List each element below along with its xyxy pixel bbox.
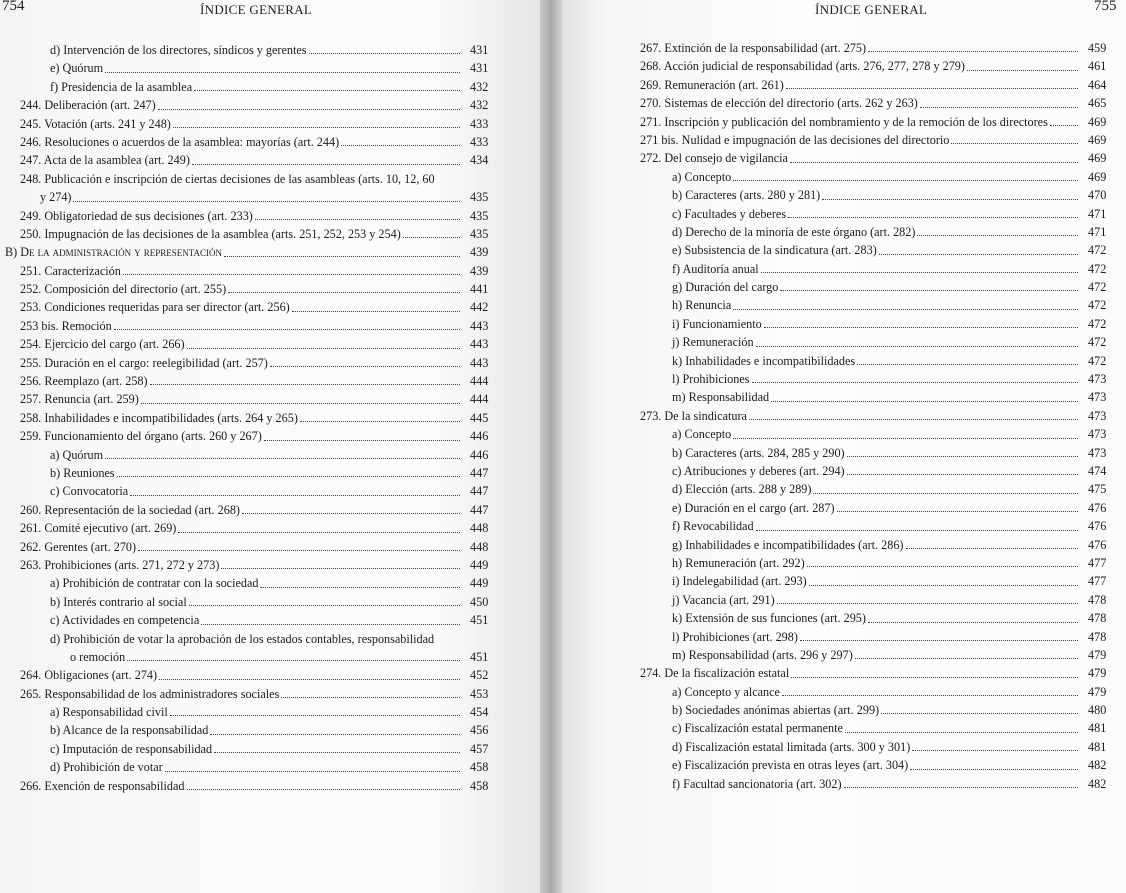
- toc-entry-page-number: 434: [470, 153, 489, 168]
- toc-entry-title: i) Indelegabilidad (art. 293): [672, 574, 807, 589]
- toc-leader-dots: [165, 753, 460, 771]
- toc-leader-dots: [341, 128, 460, 146]
- toc-entry-page-number: 478: [1088, 611, 1107, 626]
- toc-leader-dots: [756, 512, 1078, 530]
- toc-entry-page-number: 479: [1088, 666, 1107, 681]
- toc-entry-title: d) Intervención de los directores, síndicos y gerentes: [50, 43, 307, 57]
- toc-leader-dots: [178, 514, 460, 532]
- toc-leader-dots: [906, 531, 1078, 549]
- toc-entry-page-number: 469: [1088, 132, 1107, 147]
- toc-leader-dots: [189, 588, 460, 606]
- toc-entry-page-number: 435: [470, 190, 489, 205]
- toc-entry-title: 253 bis. Remoción: [20, 318, 112, 333]
- toc-entry-title: d) Derecho de la minoría de este órgano (art. 282): [672, 224, 916, 239]
- toc-entry-page-number: 472: [1088, 261, 1107, 276]
- toc-entry-page-number: 472: [1088, 298, 1107, 313]
- toc-entry-title: g) Duración del cargo: [672, 280, 779, 295]
- toc-leader-dots: [170, 698, 460, 716]
- toc-leader-dots: [221, 551, 460, 569]
- toc-leader-dots: [967, 52, 1078, 70]
- toc-entry-page-number: 439: [470, 263, 489, 278]
- toc-leader-dots: [847, 457, 1078, 475]
- toc-entry-title: e) Subsistencia de la sindicatura (art. 283): [672, 243, 877, 258]
- toc-entry-title: 265. Responsabilidad de los administradores sociales: [20, 686, 280, 701]
- toc-entry-title: 252. Composición del directorio (art. 255): [20, 282, 227, 297]
- toc-entry-title: 249. Obligatoriedad de sus decisiones (art. 233): [20, 208, 253, 223]
- toc-leader-dots: [309, 36, 460, 54]
- toc-entry-page-number: 469: [1088, 151, 1107, 166]
- toc-entry-title: l) Prohibiciones (art. 298): [672, 629, 798, 644]
- toc-leader-dots: [187, 772, 460, 790]
- toc-entry-page-number: 443: [470, 337, 489, 352]
- toc-entry-page-number: 432: [470, 98, 489, 113]
- toc-entry-title: h) Renuncia: [672, 298, 732, 313]
- toc-entry-page-number: 461: [1088, 59, 1107, 74]
- toc-entry-page-number: 458: [470, 760, 489, 775]
- toc-entry-page-number: 444: [470, 392, 489, 407]
- toc-entry-title: 251. Caracterización: [20, 263, 121, 278]
- toc-entry-page-number: 471: [1088, 224, 1107, 239]
- toc-entry-title: c) Atribuciones y deberes (art. 294): [672, 463, 845, 478]
- toc-entry-title: b) Caracteres (arts. 280 y 281): [672, 188, 821, 203]
- right-toc-list: [562, 39, 1118, 793]
- toc-leader-dots: [881, 696, 1078, 714]
- toc-entry-title: B) De la administración y representación: [5, 245, 223, 260]
- toc-entry-page-number: 432: [470, 79, 489, 94]
- toc-entry-page-number: 471: [1088, 206, 1107, 221]
- toc-entry-title: 256. Reemplazo (art. 258): [20, 374, 148, 389]
- toc-entry-page-number: 476: [1088, 500, 1107, 515]
- toc-leader-dots: [868, 604, 1078, 622]
- left-page: [0, 0, 540, 893]
- toc-leader-dots: [844, 770, 1078, 788]
- toc-entry-page-number: 449: [470, 557, 489, 572]
- toc-entry-title: b) Sociedades anónimas abiertas (art. 299): [672, 703, 880, 718]
- toc-entry-title: 260. Representación de la sociedad (art. 268): [20, 502, 240, 517]
- toc-entry: [0, 151, 500, 169]
- toc-entry-title: 257. Renuncia (art. 259): [20, 392, 139, 407]
- toc-entry-title: e) Duración en el cargo (art. 287): [672, 500, 835, 515]
- toc-entry-page-number: 448: [470, 539, 489, 554]
- toc-leader-dots: [780, 273, 1078, 291]
- toc-entry: [562, 94, 1118, 112]
- toc-entry-page-number: 453: [470, 686, 489, 701]
- toc-entry-title: f) Presidencia de la asamblea: [50, 79, 193, 94]
- toc-entry-title: h) Remuneración (art. 292): [672, 555, 805, 570]
- toc-entry-title-continued: o remoción: [70, 649, 126, 664]
- toc-entry-page-number: 444: [470, 374, 489, 389]
- toc-entry-page-number: 450: [470, 594, 489, 609]
- toc-entry-title: 271. Inscripción y publicación del nombramiento y de la remoción de los directores: [640, 114, 1048, 129]
- toc-leader-dots: [857, 347, 1078, 365]
- right-page-number: 755: [1094, 0, 1117, 14]
- toc-entry-title: 259. Funcionamiento del órgano (arts. 260 y 267): [20, 429, 262, 444]
- toc-leader-dots: [912, 733, 1078, 751]
- toc-entry-title: k) Inhabilidades e incompatibilidades: [672, 353, 856, 368]
- book-gutter: [540, 0, 562, 893]
- toc-entry-title: a) Concepto y alcance: [672, 684, 780, 699]
- toc-entry-title: a) Concepto: [672, 427, 732, 442]
- toc-leader-dots: [123, 257, 460, 275]
- left-page-header: ÍNDICE GENERAL: [200, 2, 313, 17]
- toc-entry-title: 273. De la sindicatura: [640, 408, 747, 423]
- toc-entry-page-number: 441: [470, 282, 489, 297]
- toc-entry-page-number: 454: [470, 705, 489, 720]
- toc-leader-dots: [733, 163, 1078, 181]
- toc-leader-dots: [105, 54, 460, 72]
- toc-leader-dots: [194, 73, 460, 91]
- toc-entry-title: 258. Inhabilidades e incompatibilidades (arts. 264 y 265): [20, 410, 298, 425]
- toc-entry-page-number: 473: [1088, 390, 1107, 405]
- toc-leader-dots: [187, 330, 460, 348]
- toc-entry-page-number: 457: [470, 741, 489, 756]
- toc-entry-title: 271 bis. Nulidad e impugnación de las decisiones del directorio: [640, 132, 950, 147]
- toc-entry-title: i) Funcionamiento: [672, 316, 762, 331]
- toc-entry-page-number: 478: [1088, 629, 1107, 644]
- toc-leader-dots: [292, 293, 460, 311]
- toc-entry-title: 272. Del consejo de vigilancia: [640, 151, 788, 166]
- toc-leader-dots: [786, 71, 1078, 89]
- toc-entry-page-number: 472: [1088, 243, 1107, 258]
- toc-entry-page-number: 472: [1088, 316, 1107, 331]
- toc-entry-page-number: 479: [1088, 684, 1107, 699]
- toc-leader-dots: [150, 367, 460, 385]
- toc-entry-page-number: 459: [1088, 41, 1107, 55]
- toc-leader-dots: [761, 255, 1078, 273]
- toc-leader-dots: [868, 34, 1078, 52]
- toc-entry-page-number: 470: [1088, 188, 1107, 203]
- toc-entry-title: d) Prohibición de votar la aprobación de los estados contables, responsabilidad: [50, 631, 435, 646]
- toc-entry-title: 247. Acta de la asamblea (art. 249): [20, 153, 190, 168]
- toc-entry: [562, 775, 1118, 793]
- toc-entry-title: f) Auditoría anual: [672, 261, 759, 276]
- toc-leader-dots: [264, 422, 460, 440]
- toc-entry-page-number: 451: [470, 613, 489, 628]
- toc-entry-page-number: 446: [470, 447, 489, 462]
- toc-leader-dots: [255, 202, 460, 220]
- toc-entry-page-number: 473: [1088, 408, 1107, 423]
- right-page-header: ÍNDICE GENERAL: [815, 2, 928, 17]
- toc-leader-dots: [270, 349, 460, 367]
- toc-entry-title: c) Actividades en competencia: [50, 613, 200, 628]
- toc-entry-title: b) Alcance de la responsabilidad: [50, 723, 209, 738]
- toc-entry-page-number: 476: [1088, 537, 1107, 552]
- toc-entry-title: 267. Extinción de la responsabilidad (art. 275): [640, 41, 867, 55]
- toc-leader-dots: [73, 183, 460, 201]
- toc-leader-dots: [782, 678, 1078, 696]
- toc-entry-title: b) Caracteres (arts. 284, 285 y 290): [672, 445, 845, 460]
- left-page-number: 754: [2, 0, 25, 14]
- toc-entry-title: a) Concepto: [672, 169, 732, 184]
- toc-entry-title: j) Vacancia (art. 291): [672, 592, 775, 607]
- toc-leader-dots: [127, 643, 460, 661]
- toc-entry-page-number: 447: [470, 484, 489, 499]
- toc-leader-dots: [300, 404, 460, 422]
- toc-leader-dots: [733, 291, 1078, 309]
- toc-entry-title: e) Fiscalización prevista en otras leyes (art. 304): [672, 758, 909, 773]
- toc-leader-dots: [837, 494, 1078, 512]
- toc-entry-title: 250. Impugnación de las decisiones de la asamblea (arts. 251, 252, 253 y 254): [20, 226, 401, 241]
- toc-leader-dots: [141, 385, 460, 403]
- toc-leader-dots: [790, 144, 1078, 162]
- toc-leader-dots: [260, 569, 460, 587]
- toc-leader-dots: [281, 680, 460, 698]
- toc-entry-page-number: 476: [1088, 519, 1107, 534]
- toc-entry-page-number: 433: [470, 134, 489, 149]
- toc-entry-title: 274. De la fiscalización estatal: [640, 666, 790, 681]
- toc-entry-page-number: 431: [470, 61, 489, 76]
- toc-leader-dots: [807, 549, 1078, 567]
- toc-entry-page-number: 473: [1088, 445, 1107, 460]
- toc-entry-title: c) Convocatoria: [50, 484, 129, 499]
- toc-entry-page-number: 477: [1088, 574, 1107, 589]
- toc-entry-page-number: 448: [470, 521, 489, 536]
- toc-entry-title: c) Imputación de responsabilidad: [50, 741, 213, 756]
- toc-leader-dots: [777, 586, 1078, 604]
- toc-entry-page-number: 452: [470, 668, 489, 683]
- toc-leader-dots: [403, 220, 460, 238]
- toc-entry-title: l) Prohibiciones: [672, 372, 750, 387]
- toc-leader-dots: [951, 126, 1078, 144]
- toc-entry-title: 269. Remuneración (art. 261): [640, 77, 784, 92]
- toc-entry-title: 270. Sistemas de elección del directorio (arts. 262 y 263): [640, 96, 918, 111]
- toc-leader-dots: [228, 275, 460, 293]
- toc-leader-dots: [822, 181, 1078, 199]
- toc-leader-dots: [159, 661, 460, 679]
- toc-entry-title: 254. Ejercicio del cargo (art. 266): [20, 337, 185, 352]
- toc-entry-page-number: 482: [1088, 776, 1107, 791]
- toc-leader-dots: [173, 110, 460, 128]
- toc-leader-dots: [242, 496, 460, 514]
- toc-entry-title: 261. Comité ejecutivo (art. 269): [20, 521, 177, 536]
- toc-leader-dots: [910, 751, 1078, 769]
- toc-entry-page-number: 472: [1088, 335, 1107, 350]
- toc-leader-dots: [114, 312, 460, 330]
- toc-entry-page-number: 433: [470, 116, 489, 131]
- toc-leader-dots: [879, 236, 1078, 254]
- toc-entry-title: g) Inhabilidades e incompatibilidades (art. 286): [672, 537, 904, 552]
- toc-entry-title: 245. Votación (arts. 241 y 248): [20, 116, 171, 131]
- toc-entry-title: f) Revocabilidad: [672, 519, 754, 534]
- toc-entry-page-number: 480: [1088, 703, 1107, 718]
- toc-entry-page-number: 473: [1088, 372, 1107, 387]
- toc-entry-page-number: 469: [1088, 114, 1107, 129]
- toc-entry-page-number: 469: [1088, 169, 1107, 184]
- toc-entry-title-continued: y 274): [40, 190, 72, 205]
- toc-entry: [0, 611, 500, 629]
- toc-leader-dots: [855, 641, 1078, 659]
- toc-entry-title: 262. Gerentes (art. 270): [20, 539, 137, 554]
- toc-entry-title: d) Elección (arts. 288 y 289): [672, 482, 812, 497]
- toc-entry-title: 268. Acción judicial de responsabilidad (arts. 276, 277, 278 y 279): [640, 59, 965, 74]
- toc-entry-title: a) Prohibición de contratar con la sociedad: [50, 576, 259, 591]
- toc-entry-page-number: 449: [470, 576, 489, 591]
- toc-leader-dots: [105, 441, 460, 459]
- toc-leader-dots: [201, 606, 460, 624]
- toc-entry-title: a) Quórum: [50, 447, 104, 462]
- toc-entry-page-number: 472: [1088, 280, 1107, 295]
- toc-entry-page-number: 481: [1088, 739, 1107, 754]
- toc-leader-dots: [733, 420, 1078, 438]
- toc-entry-title: f) Facultad sancionatoria (art. 302): [672, 776, 842, 791]
- toc-entry-page-number: 447: [470, 502, 489, 517]
- toc-entry-title: 248. Publicación e inscripción de ciertas decisiones de las asambleas (arts. 10, 12, 60: [20, 171, 435, 186]
- toc-leader-dots: [158, 91, 460, 109]
- toc-entry-page-number: 443: [470, 355, 489, 370]
- toc-entry-title: d) Prohibición de votar: [50, 760, 163, 775]
- toc-entry-page-number: 439: [470, 245, 489, 260]
- toc-entry-title: b) Interés contrario al social: [50, 594, 187, 609]
- toc-entry-title: k) Extensión de sus funciones (art. 295): [672, 611, 866, 626]
- toc-entry-page-number: 473: [1088, 427, 1107, 442]
- toc-entry-title: 264. Obligaciones (art. 274): [20, 668, 158, 683]
- toc-entry-page-number: 481: [1088, 721, 1107, 736]
- toc-entry-page-number: 472: [1088, 353, 1107, 368]
- toc-entry-title: b) Reuniones: [50, 466, 115, 480]
- left-toc-list: [0, 41, 500, 795]
- toc-leader-dots: [771, 383, 1078, 401]
- toc-entry-page-number: 431: [470, 43, 489, 57]
- toc-entry-page-number: 451: [470, 649, 489, 664]
- toc-entry-page-number: 465: [1088, 96, 1107, 111]
- toc-leader-dots: [813, 475, 1078, 493]
- toc-entry-title: e) Quórum: [50, 61, 104, 76]
- toc-entry-page-number: 445: [470, 410, 489, 425]
- toc-entry-title: 244. Deliberación (art. 247): [20, 98, 156, 113]
- toc-leader-dots: [847, 439, 1078, 457]
- toc-leader-dots: [224, 238, 460, 256]
- toc-entry-page-number: 456: [470, 723, 489, 738]
- toc-entry-page-number: 479: [1088, 647, 1107, 662]
- toc-leader-dots: [214, 735, 460, 753]
- toc-entry-title: 255. Duración en el cargo: reelegibilidad (art. 257): [20, 355, 268, 370]
- toc-leader-dots: [749, 402, 1078, 420]
- toc-leader-dots: [752, 365, 1078, 383]
- toc-entry-title: d) Fiscalización estatal limitada (arts. 300 y 301): [672, 739, 911, 754]
- toc-entry-page-number: 478: [1088, 592, 1107, 607]
- toc-leader-dots: [845, 714, 1078, 732]
- toc-entry-page-number: 442: [470, 300, 489, 315]
- toc-entry-title: m) Responsabilidad: [672, 390, 770, 405]
- toc-leader-dots: [117, 459, 460, 477]
- toc-entry-page-number: 477: [1088, 555, 1107, 570]
- toc-entry-title: 253. Condiciones requeridas para ser director (art. 256): [20, 300, 290, 315]
- toc-entry-title: 263. Prohibiciones (arts. 271, 272 y 273): [20, 557, 220, 572]
- toc-entry-page-number: 447: [470, 466, 489, 480]
- toc-leader-dots: [764, 310, 1078, 328]
- toc-entry-title: c) Fiscalización estatal permanente: [672, 721, 843, 736]
- toc-leader-dots: [791, 659, 1078, 677]
- toc-leader-dots: [809, 567, 1078, 585]
- toc-leader-dots: [138, 533, 460, 551]
- toc-entry-page-number: 474: [1088, 463, 1107, 478]
- toc-leader-dots: [192, 146, 460, 164]
- toc-entry-title: c) Facultades y deberes: [672, 206, 787, 221]
- toc-entry-page-number: 464: [1088, 77, 1107, 92]
- toc-entry-page-number: 446: [470, 429, 489, 444]
- toc-leader-dots: [130, 477, 460, 495]
- toc-entry-title: a) Responsabilidad civil: [50, 705, 168, 720]
- toc-entry-title: 266. Exención de responsabilidad: [20, 778, 185, 793]
- toc-entry-title: j) Remuneración: [672, 335, 754, 350]
- toc-entry-page-number: 458: [470, 778, 489, 793]
- toc-entry-page-number: 475: [1088, 482, 1107, 497]
- toc-entry-page-number: 482: [1088, 758, 1107, 773]
- toc-entry-page-number: 435: [470, 208, 489, 223]
- toc-entry-page-number: 443: [470, 318, 489, 333]
- toc-leader-dots: [800, 623, 1078, 641]
- toc-leader-dots: [788, 200, 1078, 218]
- toc-leader-dots: [756, 328, 1078, 346]
- toc-leader-dots: [920, 89, 1078, 107]
- toc-leader-dots: [917, 218, 1078, 236]
- toc-entry-page-number: 435: [470, 226, 489, 241]
- toc-entry: [0, 777, 500, 795]
- toc-leader-dots: [1050, 108, 1078, 126]
- right-page: [562, 0, 1126, 893]
- toc-entry-title: m) Responsabilidad (arts. 296 y 297): [672, 647, 853, 662]
- toc-entry-title: 246. Resoluciones o acuerdos de la asamblea: mayorías (art. 244): [20, 134, 340, 149]
- toc-leader-dots: [210, 716, 460, 734]
